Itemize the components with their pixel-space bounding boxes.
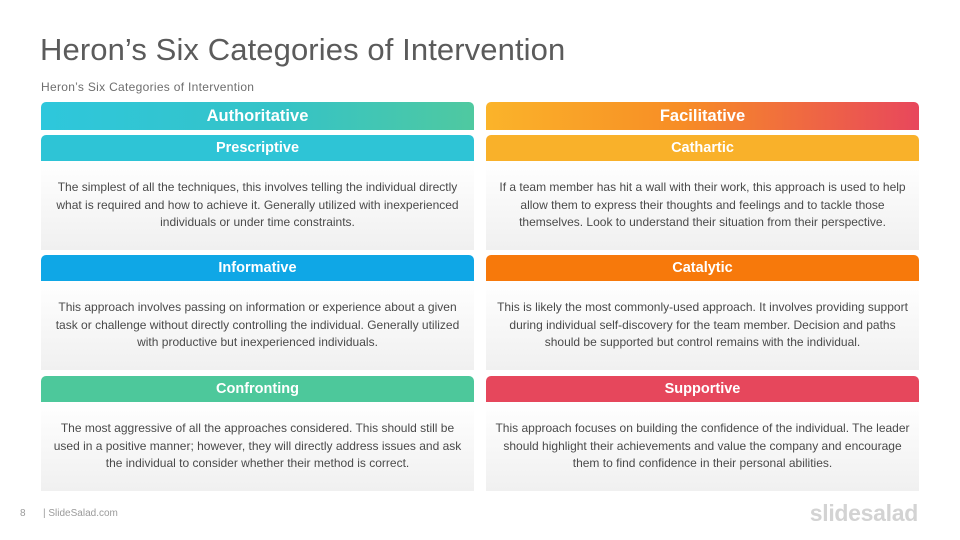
brand-logo: slidesalad xyxy=(809,500,918,526)
supportive-card xyxy=(486,376,919,491)
confronting-card xyxy=(41,376,474,491)
catalytic-text: This is likely the most commonly-used approach. It involves providing support during individual self-discovery for the team member. Decision and paths should be supported but control remains with the individual. xyxy=(486,281,919,370)
page-number: 8 xyxy=(20,508,26,519)
slide-subtitle: Heron’s Six Categories of Intervention xyxy=(41,80,255,94)
prescriptive-card xyxy=(41,135,474,250)
authoritative-header: Authoritative xyxy=(41,102,474,130)
informative-text: This approach involves passing on information or experience about a given task or challenge without directly controlling the individual. Generally utilized with productive but inexperienced individuals. xyxy=(41,281,474,370)
catalytic-title: Catalytic xyxy=(486,255,919,281)
cathartic-title: Cathartic xyxy=(486,135,919,161)
facilitative-header: Facilitative xyxy=(486,102,919,130)
confronting-text: The most aggressive of all the approaches considered. This should still be used in a positive manner; however, they will directly address issues and ask the individual to consider whether their method is correct. xyxy=(41,402,474,491)
informative-title: Informative xyxy=(41,255,474,281)
prescriptive-title: Prescriptive xyxy=(41,135,474,161)
catalytic-card xyxy=(486,255,919,370)
supportive-title: Supportive xyxy=(486,376,919,402)
informative-card xyxy=(41,255,474,370)
supportive-text: This approach focuses on building the confidence of the individual. The leader should highlight their achievements and value the company and encourage them to find confidence in their personal abilities. xyxy=(486,402,919,491)
authoritative-column xyxy=(41,102,474,471)
slide-title: Heron’s Six Categories of Intervention xyxy=(40,32,566,67)
cathartic-card xyxy=(486,135,919,250)
prescriptive-text: The simplest of all the techniques, this involves telling the individual directly what is required and how to achieve it. Generally utilized with inexperienced individuals or under time constraints. xyxy=(41,161,474,250)
footer-source: | SlideSalad.com xyxy=(43,508,118,519)
cathartic-text: If a team member has hit a wall with their work, this approach is used to help allow them to express their thoughts and feelings and to tackle those themselves. Look to understand their situation from their perspective. xyxy=(486,161,919,250)
confronting-title: Confronting xyxy=(41,376,474,402)
facilitative-column xyxy=(486,102,919,471)
